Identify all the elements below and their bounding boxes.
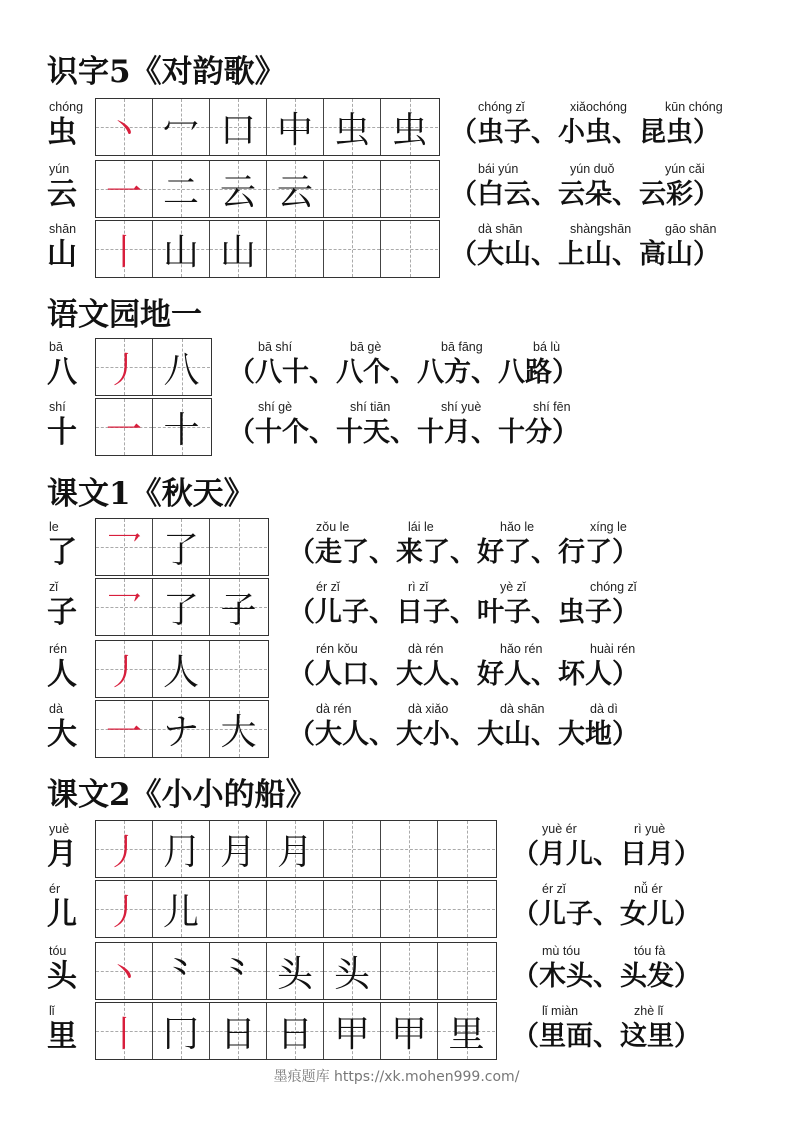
word-pinyin: bá lù [533, 340, 561, 354]
grid-cell [210, 1003, 267, 1059]
target-character: 里 [47, 1019, 77, 1054]
stroke-step: 甲 [333, 1013, 370, 1055]
target-character: 人 [47, 657, 77, 692]
word-pinyin: dà shān [478, 222, 523, 236]
char-pinyin: dà [49, 702, 63, 716]
target-character: 十 [47, 415, 77, 450]
word-pinyin: ér zǐ [316, 580, 340, 594]
grid-cell [153, 339, 210, 395]
stroke-step: 云 [276, 171, 313, 213]
grid-cell [210, 99, 267, 155]
word-pinyin: rén kǒu [316, 642, 358, 656]
grid-cell [96, 943, 153, 999]
grid-cell [96, 99, 153, 155]
stroke-step [438, 821, 495, 877]
word-pinyin: gāo shān [665, 222, 717, 236]
stroke-step: 大 [220, 711, 257, 753]
word-pinyin: kūn chóng [665, 100, 723, 114]
word-pinyin: nǚ ér [634, 882, 663, 896]
word-list: （走了、来了、好了、行了） [288, 537, 639, 568]
word-pinyin: chóng zǐ [590, 580, 637, 594]
stroke-order-grid [95, 640, 269, 698]
stroke-step [210, 641, 267, 697]
grid-cell [153, 1003, 210, 1059]
word-pinyin: shí yuè [441, 400, 482, 414]
grid-cell [153, 881, 210, 937]
word-pinyin: hǎo le [500, 520, 535, 534]
grid-cell [381, 881, 438, 937]
target-character: 大 [47, 717, 77, 752]
stroke-step: 头 [333, 953, 370, 995]
stroke-step: 一 [105, 171, 142, 213]
stroke-order-grid [95, 220, 440, 278]
stroke-step: 云 [219, 171, 256, 213]
target-character: 山 [47, 237, 77, 272]
word-pinyin: xíng le [590, 520, 627, 534]
section-title: 课文2《小小的船》 [47, 777, 317, 813]
grid-cell [210, 881, 267, 937]
target-character: 了 [47, 535, 77, 570]
word-list: （人口、大人、好人、坏人） [288, 659, 639, 690]
word-pinyin: tóu fà [634, 944, 666, 958]
stroke-step: 日 [276, 1013, 313, 1055]
grid-cell [153, 821, 210, 877]
word-pinyin: shàngshān [570, 222, 632, 236]
stroke-order-grid [95, 98, 440, 156]
char-pinyin: tóu [49, 944, 67, 958]
grid-cell [324, 99, 381, 155]
grid-cell [153, 579, 210, 635]
word-list: （儿子、日子、叶子、虫子） [288, 597, 639, 628]
stroke-step: 十 [163, 409, 200, 451]
stroke-step: 口 [219, 109, 256, 151]
word-pinyin: shí fēn [533, 400, 571, 414]
word-pinyin: yè zǐ [500, 580, 526, 594]
stroke-step: 丶 [105, 953, 142, 995]
grid-cell [210, 943, 267, 999]
grid-cell [438, 821, 495, 877]
grid-cell [381, 221, 438, 277]
grid-cell [324, 881, 381, 937]
word-pinyin: shí gè [258, 400, 293, 414]
word-list: （八十、八个、八方、八路） [228, 357, 579, 388]
section-title: 识字5《对韵歌》 [47, 54, 286, 90]
stroke-step: 冂 [162, 1013, 199, 1055]
stroke-step: ⺀ [219, 953, 256, 995]
stroke-order-grid [95, 820, 497, 878]
target-character: 子 [47, 595, 77, 630]
word-pinyin: dà rén [408, 642, 444, 656]
word-pinyin: dà shān [500, 702, 545, 716]
stroke-step: 子 [220, 589, 257, 631]
section-title: 语文园地一 [47, 297, 202, 333]
grid-cell [267, 1003, 324, 1059]
target-character: 八 [47, 355, 77, 390]
stroke-step: 一 [105, 409, 142, 451]
stroke-order-grid [95, 518, 269, 576]
char-pinyin: lǐ [49, 1004, 55, 1018]
stroke-step: ⺀ [162, 953, 199, 995]
grid-cell [153, 943, 210, 999]
stroke-step: 丶 [105, 109, 142, 151]
word-pinyin: dà xiǎo [408, 702, 449, 716]
stroke-step [381, 161, 438, 217]
grid-cell [210, 519, 267, 575]
stroke-order-grid [95, 942, 497, 1000]
grid-cell [153, 99, 210, 155]
stroke-step: 甲 [390, 1013, 427, 1055]
word-list: （木头、头发） [512, 961, 701, 992]
grid-cell [210, 821, 267, 877]
word-list: （十个、十天、十月、十分） [228, 417, 579, 448]
grid-cell [96, 161, 153, 217]
char-pinyin: yuè [49, 822, 70, 836]
stroke-step [324, 881, 380, 937]
stroke-step: 冖 [162, 109, 199, 151]
grid-cell [381, 821, 438, 877]
word-list: （虫子、小虫、昆虫） [450, 117, 720, 148]
grid-cell [96, 399, 153, 455]
grid-cell [210, 221, 267, 277]
grid-cell [210, 161, 267, 217]
target-character: 虫 [47, 115, 77, 150]
stroke-step: 一 [105, 711, 142, 753]
grid-cell [324, 1003, 381, 1059]
word-list: （大山、上山、高山） [450, 239, 720, 270]
stroke-step: 丿 [105, 651, 142, 693]
stroke-step [381, 221, 438, 277]
word-pinyin: dà rén [316, 702, 352, 716]
word-pinyin: mù tóu [542, 944, 581, 958]
stroke-step: 儿 [162, 891, 199, 933]
footer-watermark: 墨痕题库 https://xk.mohen999.com/ [273, 1069, 520, 1085]
grid-cell [381, 943, 438, 999]
section-title: 课文1《秋天》 [47, 476, 255, 512]
word-pinyin: lǐ miàn [542, 1004, 579, 1018]
word-pinyin: chóng zǐ [478, 100, 525, 114]
stroke-order-grid [95, 398, 212, 456]
stroke-order-grid [95, 578, 269, 636]
stroke-step: 丿 [105, 349, 142, 391]
grid-cell [267, 221, 324, 277]
word-pinyin: shí tiān [350, 400, 391, 414]
stroke-step [381, 943, 437, 999]
grid-cell [96, 339, 153, 395]
word-pinyin: xiǎochóng [570, 100, 627, 114]
stroke-step: 了 [162, 589, 199, 631]
grid-cell [153, 701, 210, 757]
stroke-step: 人 [162, 651, 199, 693]
grid-cell [267, 881, 324, 937]
word-pinyin: bā shí [258, 340, 293, 354]
stroke-step: 山 [219, 231, 256, 273]
stroke-step [210, 519, 267, 575]
word-pinyin: huài rén [590, 642, 636, 656]
stroke-step: 丿 [105, 891, 142, 933]
stroke-step: 虫 [391, 109, 428, 151]
stroke-step [324, 161, 380, 217]
word-pinyin: bā fāng [441, 340, 483, 354]
word-pinyin: zǒu le [316, 520, 350, 534]
grid-cell [153, 641, 210, 697]
stroke-step: 里 [448, 1013, 485, 1055]
stroke-step [324, 221, 380, 277]
char-pinyin: ér [49, 882, 61, 896]
stroke-step [381, 821, 437, 877]
stroke-step: 丨 [105, 231, 142, 273]
grid-cell [381, 161, 438, 217]
word-pinyin: dà dì [590, 702, 618, 716]
stroke-step: 丨 [105, 1013, 142, 1055]
stroke-step: ⺆ [162, 831, 199, 873]
grid-cell [96, 519, 153, 575]
stroke-step [267, 881, 323, 937]
stroke-step [438, 943, 495, 999]
stroke-step [381, 881, 437, 937]
stroke-step: 二 [162, 171, 199, 213]
grid-cell [267, 161, 324, 217]
stroke-step [267, 221, 323, 277]
grid-cell [438, 943, 495, 999]
grid-cell [438, 1003, 495, 1059]
grid-cell [96, 221, 153, 277]
stroke-step: 中 [276, 109, 313, 151]
grid-cell [96, 821, 153, 877]
char-pinyin: rén [49, 642, 68, 656]
stroke-step: 八 [163, 349, 200, 391]
grid-cell [267, 943, 324, 999]
grid-cell [153, 399, 210, 455]
char-pinyin: chóng [49, 100, 84, 114]
word-list: （白云、云朵、云彩） [450, 179, 720, 210]
grid-cell [96, 641, 153, 697]
grid-cell [153, 519, 210, 575]
word-list: （月儿、日月） [512, 839, 701, 870]
word-pinyin: lái le [408, 520, 434, 534]
stroke-step: 山 [162, 231, 199, 273]
grid-cell [267, 99, 324, 155]
char-pinyin: shān [49, 222, 77, 236]
word-pinyin: ér zǐ [542, 882, 566, 896]
stroke-step [438, 881, 495, 937]
target-character: 儿 [47, 897, 77, 932]
stroke-step: 丿 [105, 831, 142, 873]
word-pinyin: yuè ér [542, 822, 577, 836]
stroke-step [324, 821, 380, 877]
grid-cell [210, 579, 267, 635]
stroke-step: ナ [162, 711, 199, 753]
grid-cell [438, 881, 495, 937]
stroke-step [210, 881, 266, 937]
char-pinyin: bā [49, 340, 63, 354]
char-pinyin: shí [49, 400, 66, 414]
word-list: （里面、这里） [512, 1021, 701, 1052]
stroke-order-grid [95, 160, 440, 218]
stroke-step: 头 [276, 953, 313, 995]
stroke-step: 了 [162, 529, 199, 571]
word-pinyin: yún cǎi [665, 162, 705, 176]
grid-cell [324, 821, 381, 877]
grid-cell [96, 881, 153, 937]
grid-cell [153, 161, 210, 217]
stroke-step: 乛 [105, 589, 142, 631]
target-character: 月 [47, 837, 77, 872]
stroke-step: 乛 [105, 529, 142, 571]
word-pinyin: zhè lǐ [634, 1004, 664, 1018]
grid-cell [96, 1003, 153, 1059]
grid-cell [210, 641, 267, 697]
grid-cell [324, 161, 381, 217]
word-pinyin: hǎo rén [500, 642, 543, 656]
word-list: （大人、大小、大山、大地） [288, 719, 639, 750]
word-list: （儿子、女儿） [512, 899, 701, 930]
target-character: 云 [47, 177, 77, 212]
word-pinyin: bái yún [478, 162, 519, 176]
grid-cell [96, 579, 153, 635]
grid-cell [153, 221, 210, 277]
word-pinyin: rì yuè [634, 822, 666, 836]
stroke-order-grid [95, 1002, 497, 1060]
grid-cell [210, 701, 267, 757]
stroke-order-grid [95, 700, 269, 758]
grid-cell [96, 701, 153, 757]
word-pinyin: rì zǐ [408, 580, 429, 594]
stroke-step: 日 [219, 1013, 256, 1055]
stroke-order-grid [95, 880, 497, 938]
stroke-step: 虫 [333, 109, 370, 151]
word-pinyin: bā gè [350, 340, 382, 354]
grid-cell [381, 99, 438, 155]
target-character: 头 [47, 959, 77, 994]
grid-cell [267, 821, 324, 877]
grid-cell [324, 943, 381, 999]
char-pinyin: zǐ [49, 580, 59, 594]
char-pinyin: yún [49, 162, 70, 176]
char-pinyin: le [49, 520, 59, 534]
stroke-order-grid [95, 338, 212, 396]
word-pinyin: yún duǒ [570, 162, 615, 176]
grid-cell [324, 221, 381, 277]
stroke-step: 月 [219, 831, 256, 873]
grid-cell [381, 1003, 438, 1059]
stroke-step: 月 [276, 831, 313, 873]
